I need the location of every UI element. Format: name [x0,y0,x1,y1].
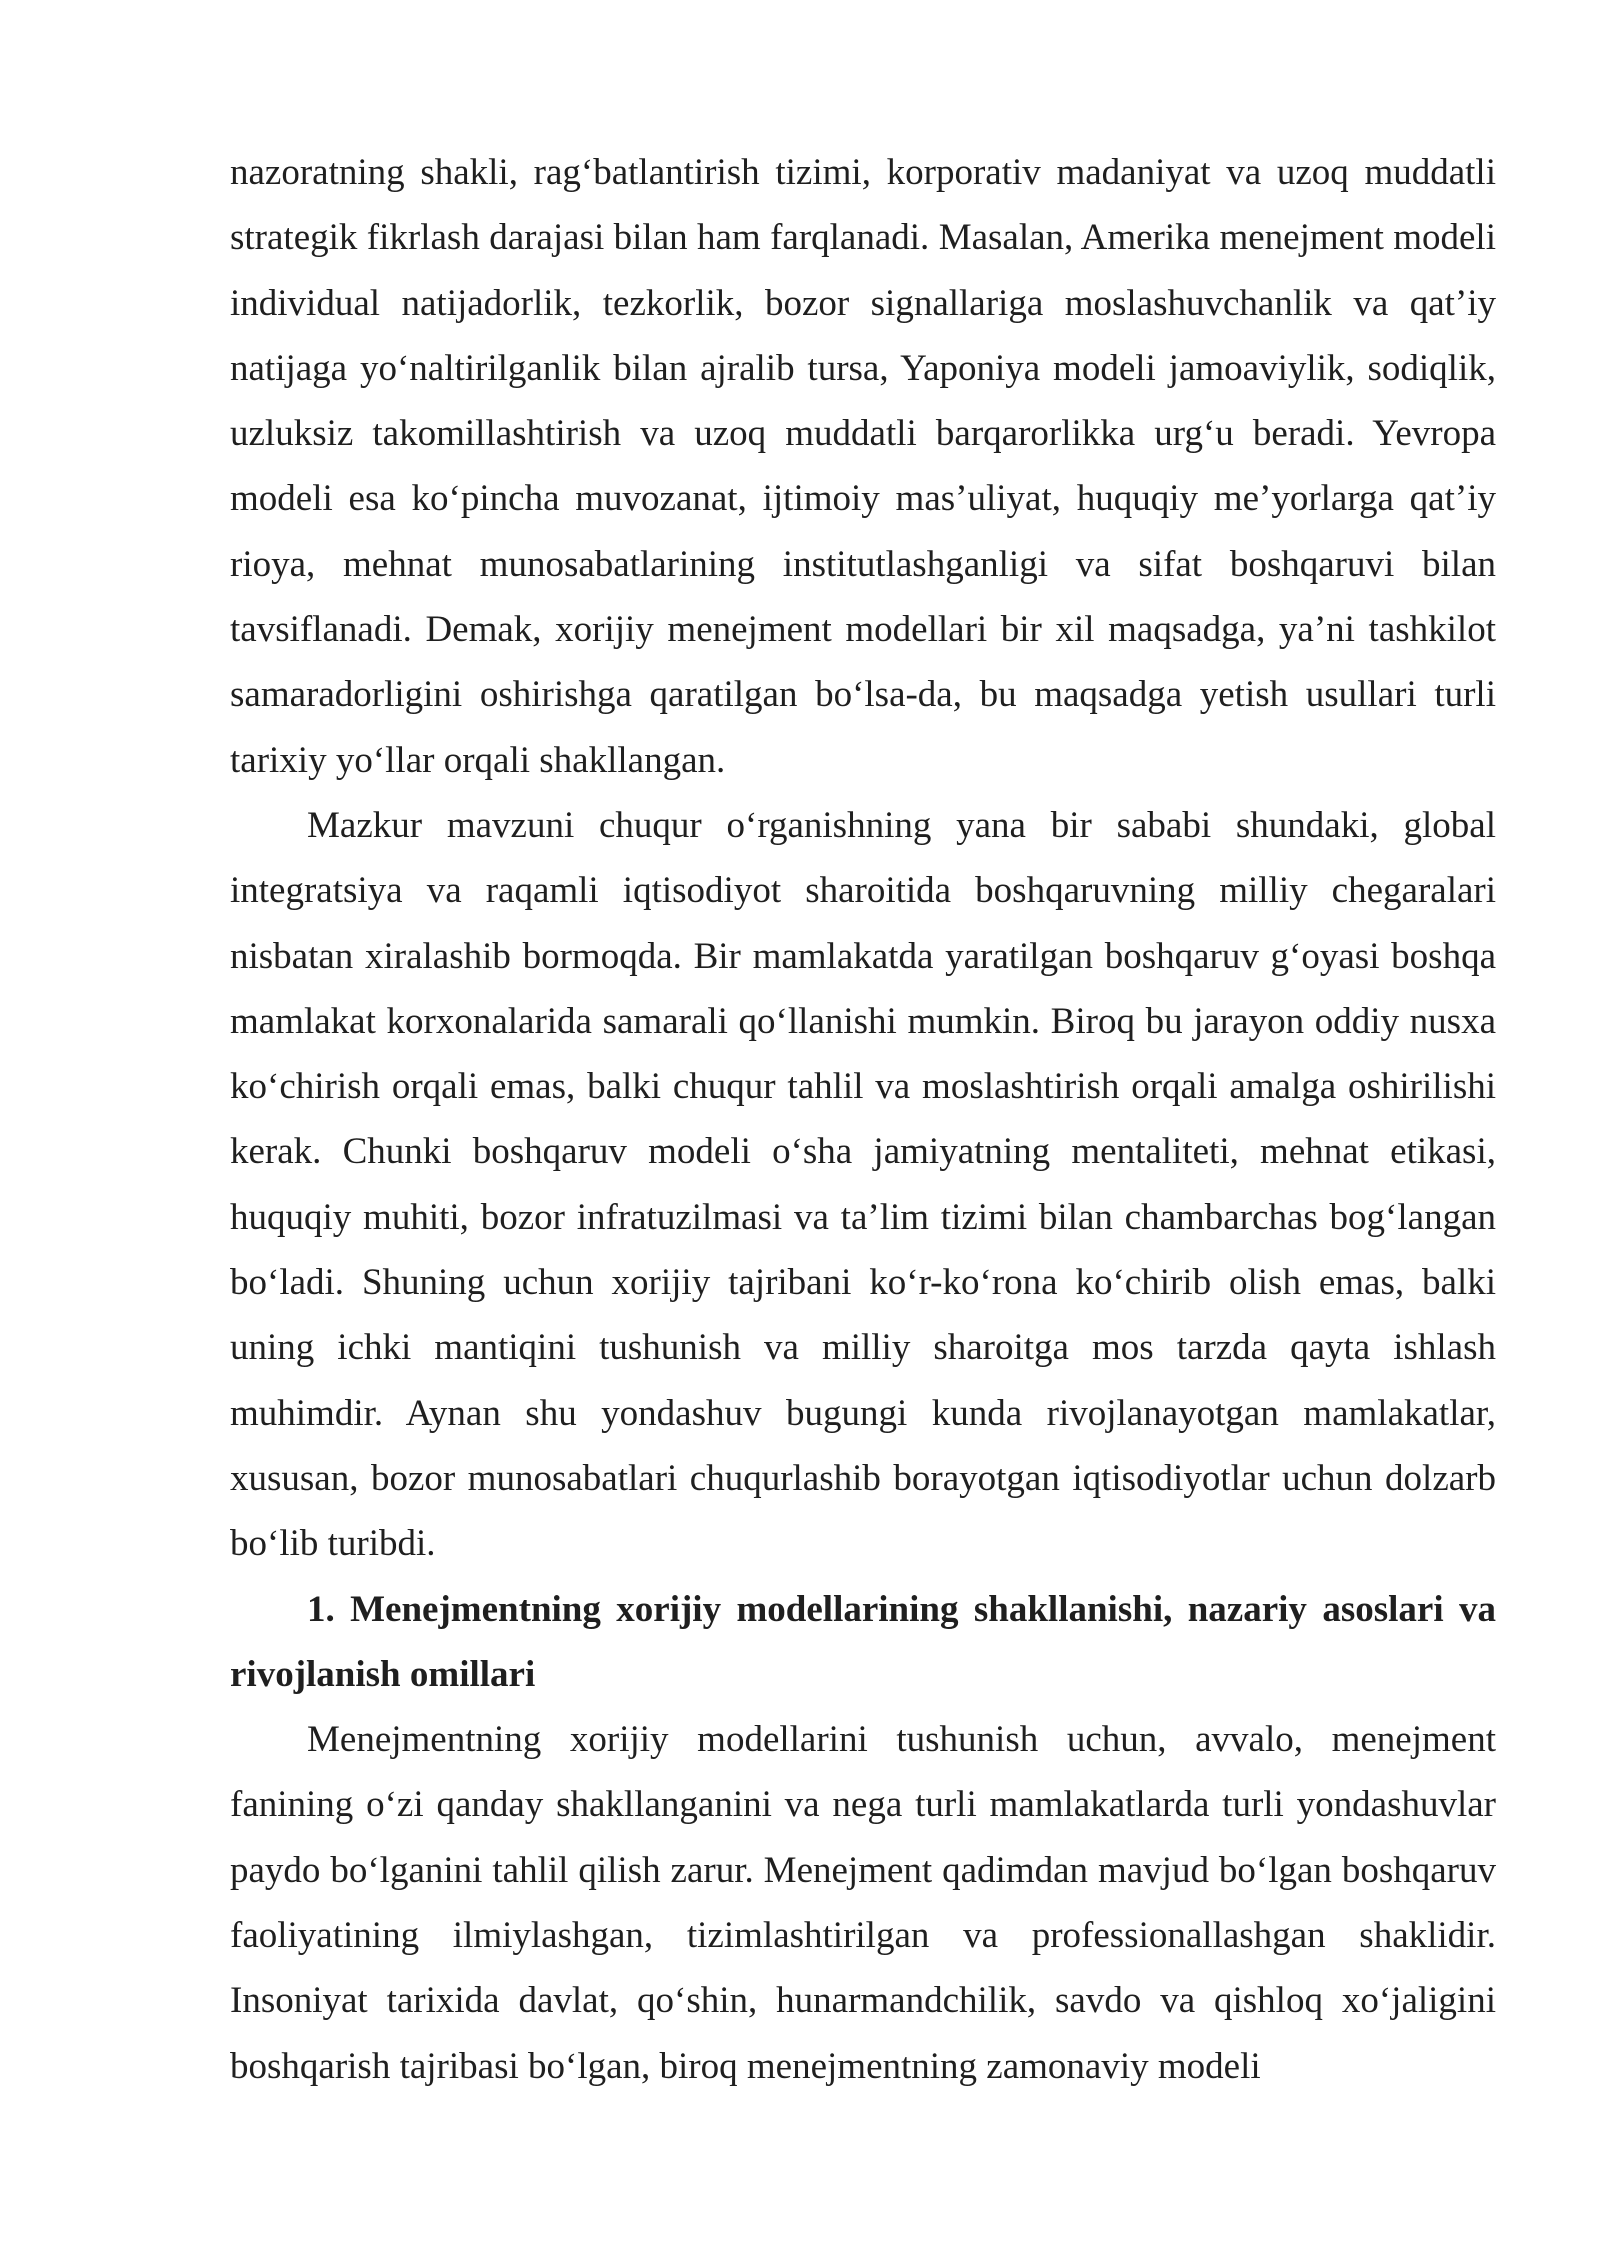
paragraph-section-intro: Menejmentning xorijiy modellarini tushunish uchun, avvalo, menejment fanining o‘zi qanday shakllanganini va nega turli mamlakatlarda turli yondashuvlar paydo bo‘lganini tahlil qilish zarur. Menejment qadimdan mavjud bo‘lgan boshqaruv faoliyatining ilmiylashgan, tizimlashtirilgan va professionallashgan shaklidir. Insoniyat tarixida davlat, qo‘shin, hunarmandchilik, savdo va qishloq xo‘jaligini boshqarish tajribasi bo‘lgan, biroq menejmentning zamonaviy modeli [230,1719,1496,2087]
paragraph-continuation: nazoratning shakli, rag‘batlantirish tizimi, korporativ madaniyat va uzoq muddatli strategik fikrlash darajasi bilan ham farqlanadi. Masalan, Amerika menejment modeli individual natijadorlik, tezkorlik, bozor signallariga moslashuvchanlik va qat’iy natijaga yo‘naltirilganlik bilan ajralib tursa, Yaponiya modeli jamoaviylik, sodiqlik, uzluksiz takomillashtirish va uzoq muddatli barqarorlikka urg‘u beradi. Yevropa modeli esa ko‘pincha muvozanat, ijtimoiy mas’uliyat, huquqiy me’yorlarga qat’iy rioya, mehnat munosabatlarining institutlashganligi va sifat boshqaruvi bilan tavsiflanadi. Demak, xorijiy menejment modellari bir xil maqsadga, ya’ni tashkilot samaradorligini oshirishga qaratilgan bo‘lsa-da, bu maqsadga yetish usullari turli tarixiy yo‘llar orqali shakllangan. [230,152,1496,781]
section-heading: 1. Menejmentning xorijiy modellarining shakllanishi, nazariy asoslari va rivojlanish omillari [230,1588,1496,1695]
document-page [230,140,1496,2099]
paragraph-reasons: Mazkur mavzuni chuqur o‘rganishning yana bir sababi shundaki, global integratsiya va raqamli iqtisodiyot sharoitida boshqaruvning milliy chegaralari nisbatan xiralashib bormoqda. Bir mamlakatda yaratilgan boshqaruv g‘oyasi boshqa mamlakat korxonalarida samarali qo‘llanishi mumkin. Biroq bu jarayon oddiy nusxa ko‘chirish orqali emas, balki chuqur tahlil va moslashtirish orqali amalga oshirilishi kerak. Chunki boshqaruv modeli o‘sha jamiyatning mentaliteti, mehnat etikasi, huquqiy muhiti, bozor infratuzilmasi va ta’lim tizimi bilan chambarchas bog‘langan bo‘ladi. Shuning uchun xorijiy tajribani ko‘r-ko‘rona ko‘chirib olish emas, balki uning ichki mantiqini tushunish va milliy sharoitga mos tarzda qayta ishlash muhimdir. Aynan shu yondashuv bugungi kunda rivojlanayotgan mamlakatlar, xususan, bozor munosabatlari chuqurlashib borayotgan iqtisodiyotlar uchun dolzarb bo‘lib turibdi. [230,804,1496,1565]
